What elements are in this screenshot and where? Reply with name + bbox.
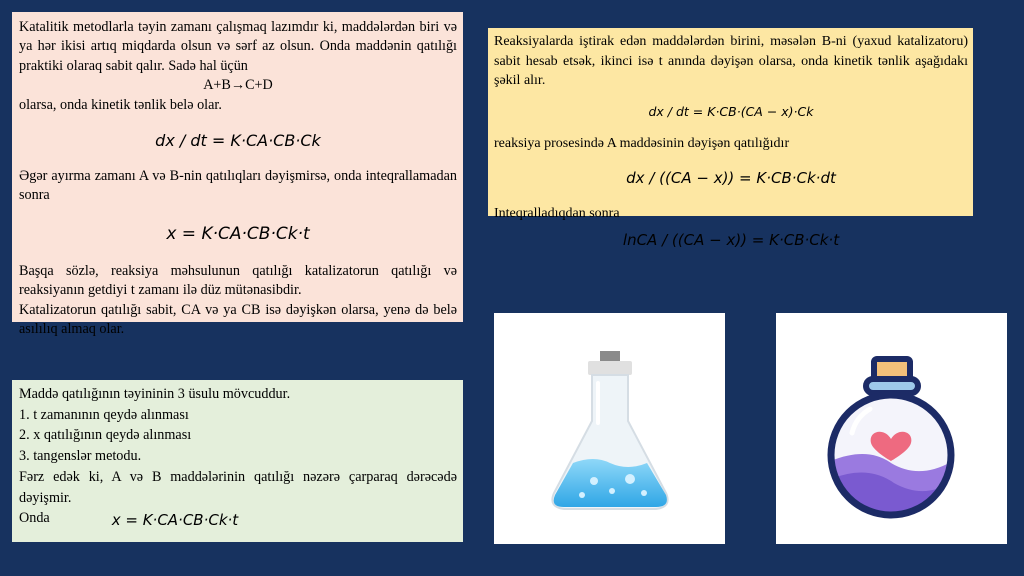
text-panel-catalytic-methods (12, 12, 463, 338)
paragraph-variable-a: reaksiya prosesində A maddəsinin dəyişən qatılığıdır (494, 135, 790, 151)
list-heading: Maddə qatılığının təyininin 3 üsulu mövcuddur. (19, 386, 291, 402)
erlenmeyer-flask-icon (494, 313, 725, 544)
flask-image (494, 313, 725, 544)
list-item-2: 2. x qatılığının qeydə alınması (19, 427, 192, 444)
equation-rate-b: dx / dt = K·CB·(CA − x)·Ck (648, 104, 814, 120)
potion-bottle-heart-icon (776, 313, 1007, 544)
paragraph-integration: Əgər ayırma zamanı A və B-nin qatılıqları dəyişmirsə, onda inteqrallamadan sonra (19, 168, 457, 204)
paragraph-proportional: Başqa sözlə, reaksiya məhsulunun qatılığı katalizatorun qatılığı və reaksiyanın getdiyi t zamanı ilə düz mütənasibdir. (19, 262, 457, 299)
potion-image (776, 313, 1007, 544)
paragraph-assumption: Fərz edək ki, A və B maddələrinin qatılığı nəzərə çarparaq dərəcədə dəyişmir. (19, 468, 457, 506)
equation-separated: dx / ((CA − x)) = K·CB·Ck·dt (626, 169, 836, 188)
equation-log: lnCA / ((CA − x)) = K·CB·Ck·t (622, 230, 840, 249)
equation-rate: dx / dt = K·CA·CB·Ck (155, 131, 321, 151)
reaction-equation: A+B→C+D (203, 77, 273, 94)
text-panel-methods-list (12, 380, 463, 542)
list-item-1: 1. t zamanının qeydə alınması (19, 406, 189, 423)
paragraph-intro: Katalitik metodlarla təyin zamanı çalışmaq lazımdır ki, maddələrdən biri və ya hər ikisi artıq miqdarda olsun və sərf az olsun. Onda maddənin qatılığı praktiki olaraq sabit qalır. Sadə hal üçün (19, 19, 457, 74)
equation-final: x = K·CA·CB·Ck·t (111, 511, 239, 530)
onda-label: Onda (19, 510, 50, 527)
paragraph-reactions: Reaksiyalarda iştirak edən maddələrdən birini, məsələn B-ni (yaxud katalizatoru) sabit hesab etsək, ikinci isə t anında dəyişən olarsa, onda kinetik tənlik aşağıdakı şəkil alır. (494, 34, 968, 89)
equation-integrated: x = K·CA·CB·Ck·t (166, 223, 310, 244)
paragraph-after-integration: Inteqralladıqdan sonra (494, 206, 620, 222)
paragraph-kinetic: olarsa, onda kinetik tənlik belə olar. (19, 96, 222, 113)
onda-row (19, 508, 457, 531)
text-panel-reactions (488, 28, 973, 249)
paragraph-variable-concentration: Katalizatorun qatılığı sabit, CA və ya CB isə dəyişkən olarsa, yenə də belə asılılıq almaq olar. (19, 301, 457, 338)
list-item-3: 3. tangenslər metodu. (19, 448, 142, 465)
